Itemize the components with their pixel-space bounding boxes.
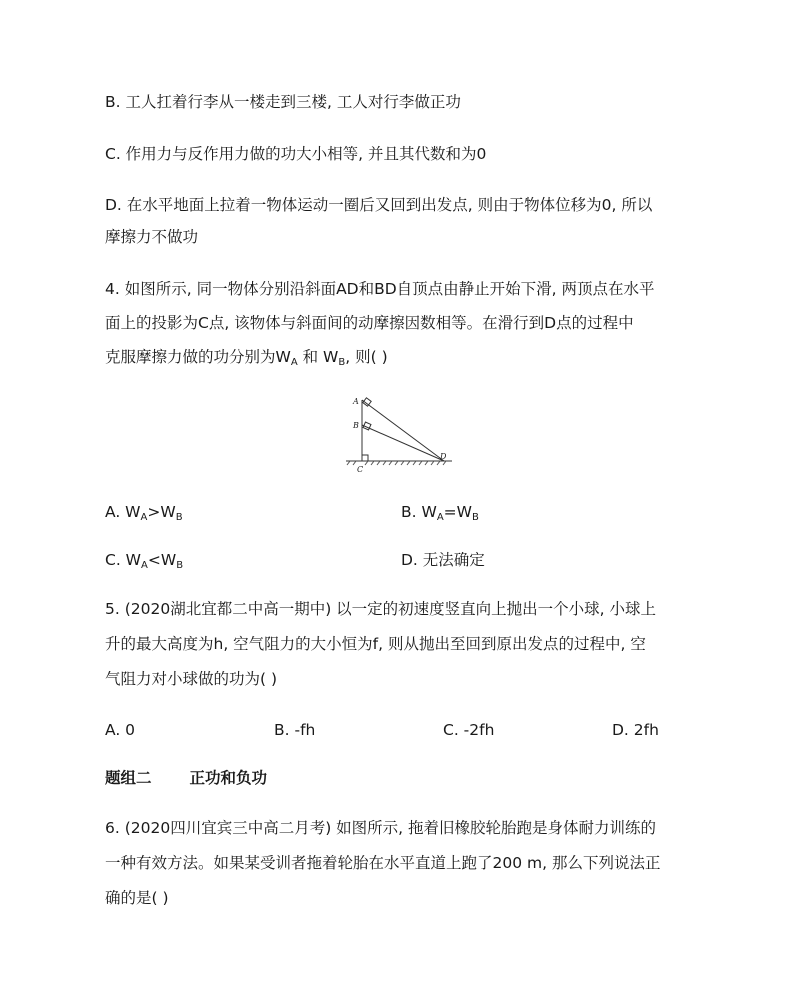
q4-stem-line1: 4. 如图所示, 同一物体分别沿斜面AD和BD自顶点由静止开始下滑, 两顶点在水平: [105, 280, 655, 298]
q4-option-a: A. $W_A>W_B$: [105, 503, 183, 523]
q5-stem-line3: 气阻力对小球做的功为( ): [105, 670, 278, 688]
right-angle-mark: [362, 455, 368, 461]
q6-stem-line2: 一种有效方法。如果某受训者拖着轮胎在水平直道上跑了200 m, 那么下列说法正: [105, 854, 661, 872]
q3-option-d-line2: 摩擦力不做功: [105, 228, 199, 246]
label-d: D: [440, 452, 447, 461]
label-a: A: [353, 397, 359, 406]
q4-option-d: D. 无法确定: [401, 551, 485, 569]
q5-option-b: B. -fh: [274, 721, 316, 739]
q3-option-b: B. 工人扛着行李从一楼走到三楼, 工人对行李做正功: [105, 93, 461, 111]
q5-stem-line2: 升的最大高度为h, 空气阻力的大小恒为f, 则从抛出至回到原出发点的过程中, 空: [105, 635, 646, 653]
q4-option-c: C. $W_A<W_B$: [105, 551, 184, 571]
q5-option-c: C. -2fh: [443, 721, 495, 739]
q6-stem-line3: 确的是( ): [105, 889, 169, 907]
label-c: C: [357, 465, 364, 474]
q5-stem-line1: 5. (2020湖北宜都二中高一期中) 以一定的初速度竖直向上抛出一个小球, 小球上: [105, 600, 657, 618]
q4-option-b: B. $W_A=W_B$: [401, 503, 479, 523]
q4-stem-line3: 克服摩擦力做的功分别为$W_A$ 和 $W_B$, 则( ): [105, 348, 388, 368]
q5-option-d: D. 2fh: [612, 721, 659, 739]
q4-stem-line2: 面上的投影为C点, 该物体与斜面间的动摩擦因数相等。在滑行到D点的过程中: [105, 314, 634, 332]
incline-figure: [340, 393, 460, 481]
label-b: B: [353, 421, 359, 430]
q6-stem-line1: 6. (2020四川宜宾三中高二月考) 如图所示, 拖着旧橡胶轮胎跑是身体耐力训练的: [105, 819, 657, 837]
q3-option-d-line1: D. 在水平地面上拉着一物体运动一圈后又回到出发点, 则由于物体位移为0, 所以: [105, 196, 653, 214]
section-heading: 题组二 正功和负功: [105, 769, 268, 787]
q5-option-a: A. 0: [105, 721, 136, 739]
q3-option-c: C. 作用力与反作用力做的功大小相等, 并且其代数和为0: [105, 145, 487, 163]
